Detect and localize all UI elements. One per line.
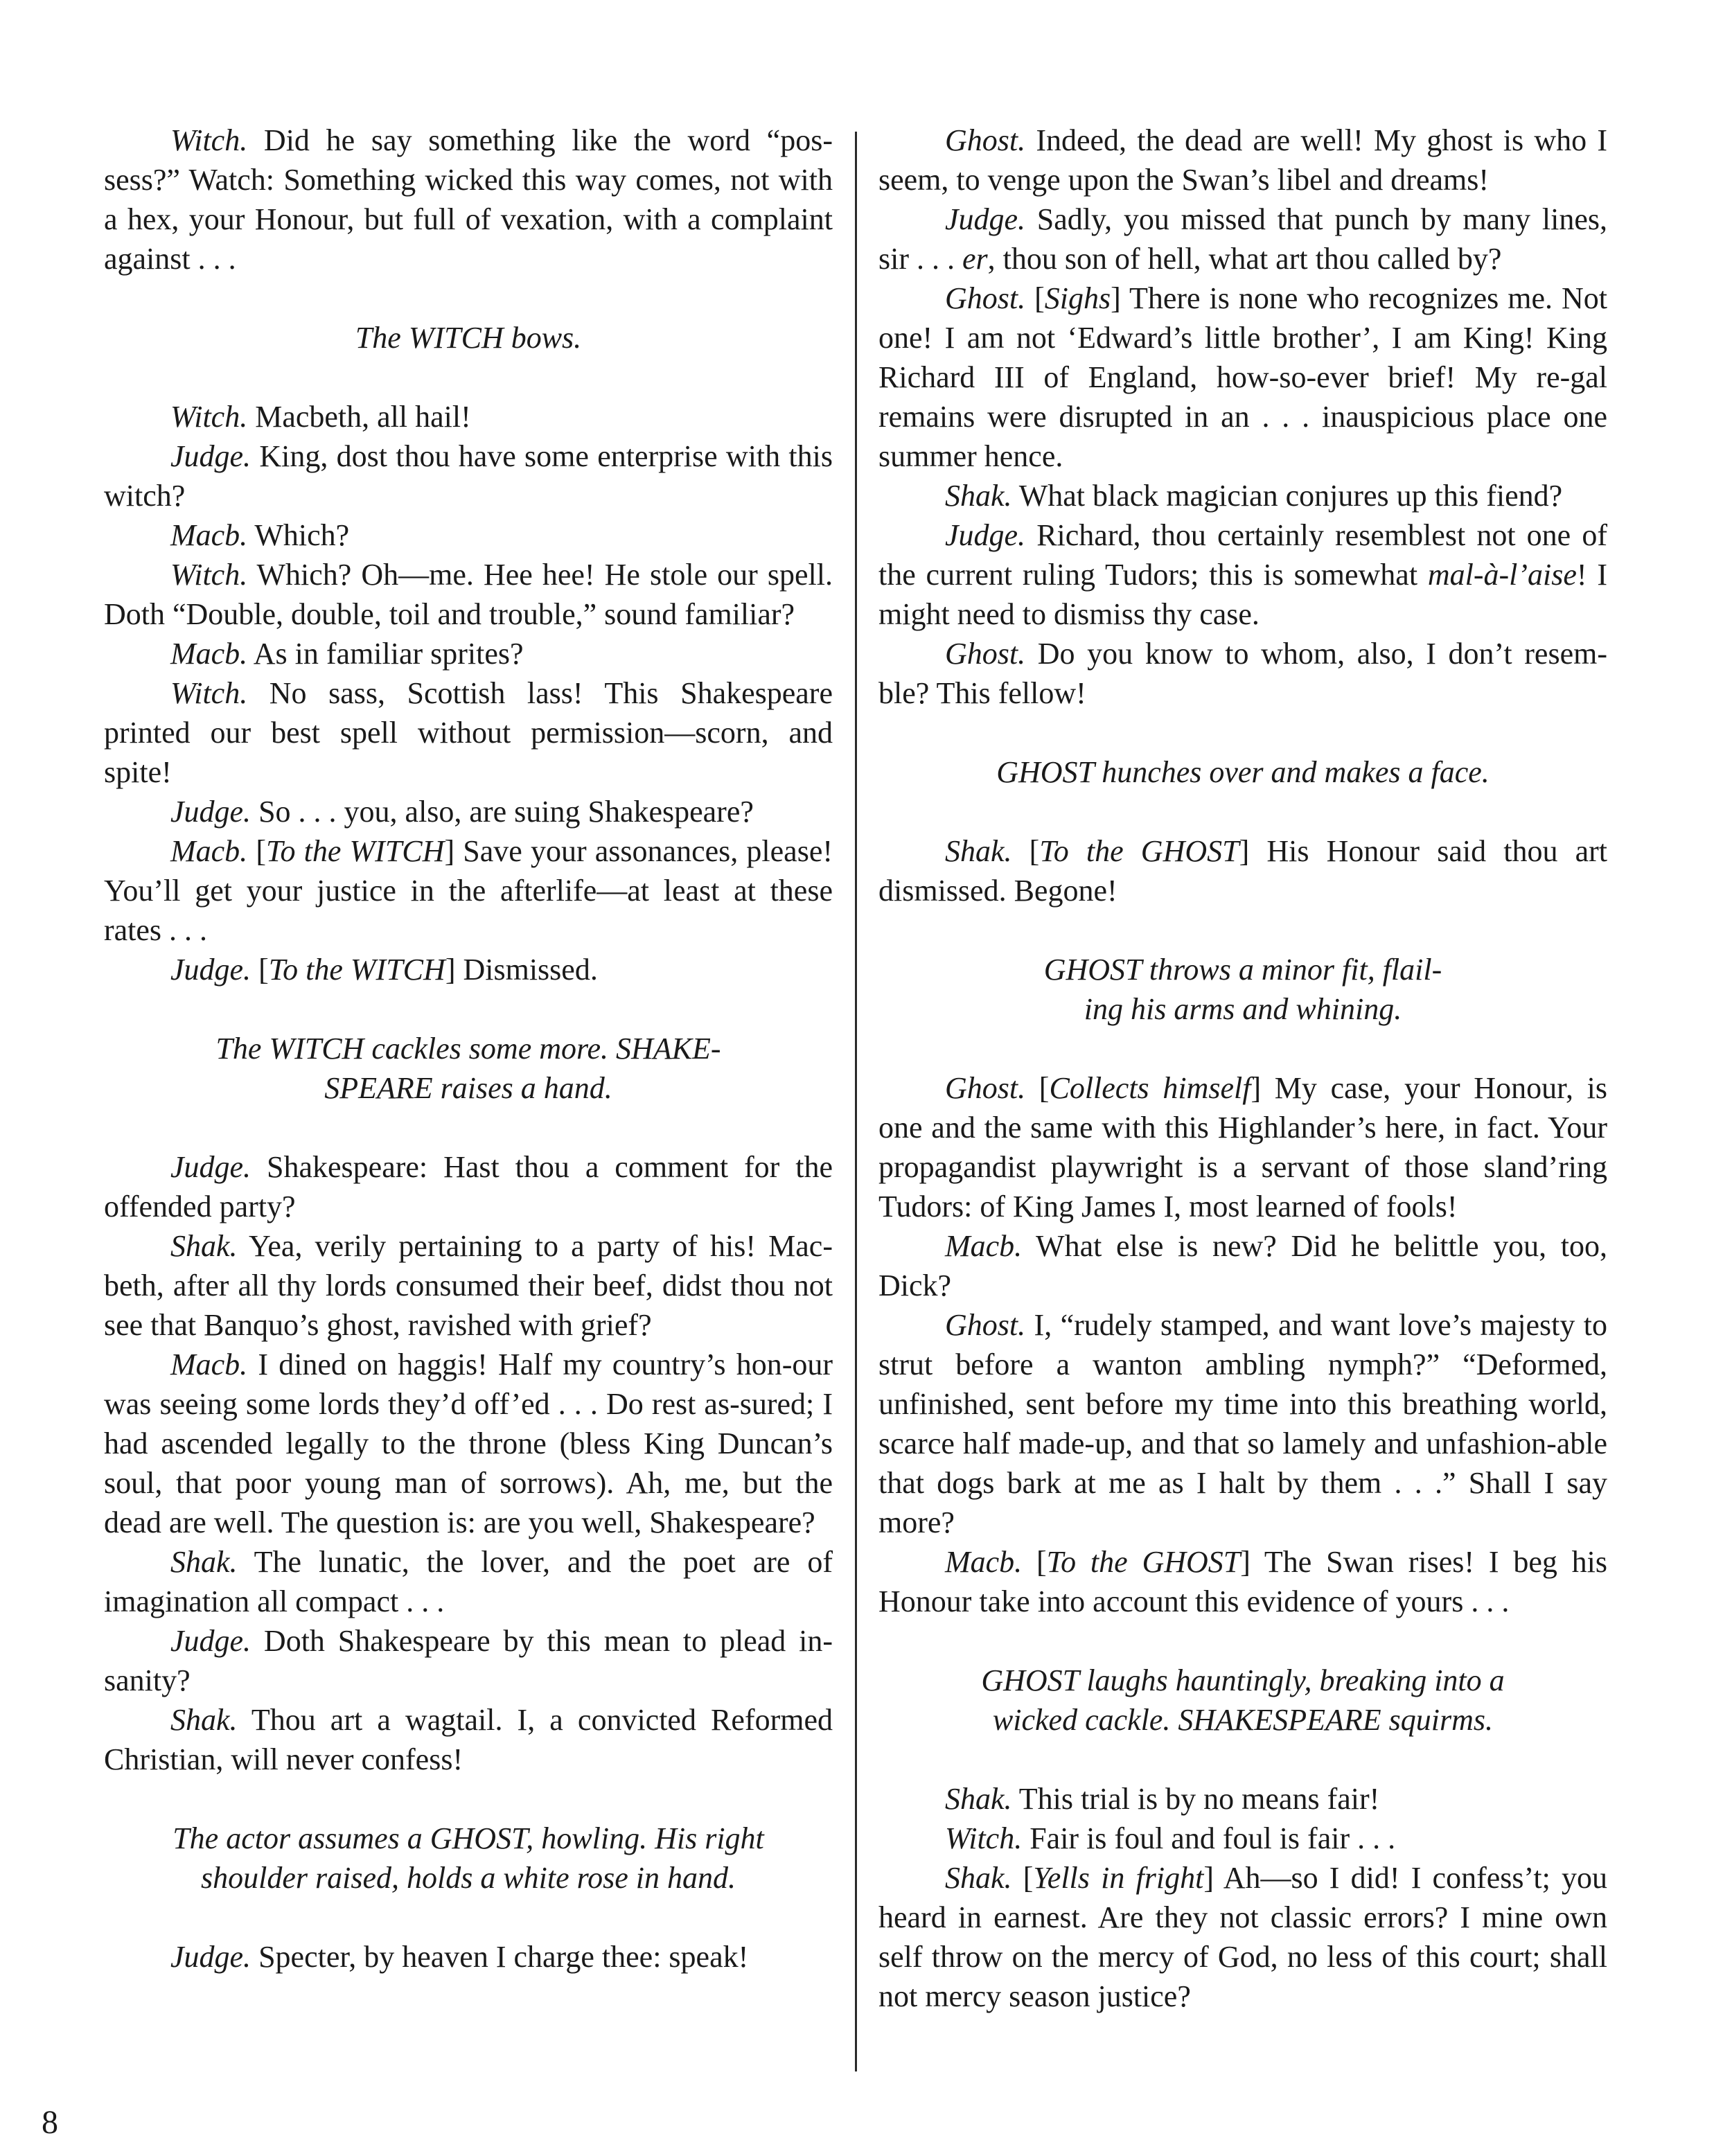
speaker-name: Macb.: [945, 1545, 1023, 1579]
italic-aside: mal-à-l’aise: [1427, 558, 1577, 592]
dialogue-line: [104, 1147, 833, 1226]
speaker-name: Judge.: [945, 202, 1026, 236]
speaker-name: Macb.: [170, 637, 248, 671]
dialogue-text: [: [247, 834, 267, 868]
dialogue-text: King, dost thou have some enterprise with this witch?: [104, 439, 833, 513]
dialogue-text: I, “rudely stamped, and want love’s majesty to strut before a wanton ambling nymph?” “Deformed, unfinished, sent before my time into this breathing world, scarce half made-up, and that so lamely and unfashion-able that dogs bark at me as I halt by them . . .” Shall I say more?: [878, 1308, 1607, 1539]
speaker-name: Shak.: [945, 479, 1012, 513]
dialogue-text: Specter, by heaven I charge thee: speak!: [251, 1940, 749, 1974]
dialogue-line: [104, 634, 833, 673]
stage-direction: [920, 950, 1566, 1029]
dialogue-text: [: [1011, 834, 1040, 868]
dialogue-text: Did he say something like the word “pos-sess?” Watch: Something wicked this way comes, not with a hex, your Honour, but full of vexation, with a complaint against . . .: [104, 123, 833, 276]
speaker-name: Ghost.: [945, 123, 1026, 157]
stage-direction: [920, 1661, 1566, 1740]
dialogue-text-continued: ] Dismissed.: [445, 953, 598, 987]
dialogue-text: [: [1022, 1545, 1047, 1579]
column-divider: [855, 132, 857, 2071]
dialogue-text-continued: ] There is none who recognizes me. Not one! I am not ‘Edward’s little brother’, I am King! King Richard III of England, how-so-ever brief! My re-gal remains were disrupted in an . . . inauspicious place one summer hence.: [878, 281, 1607, 473]
dialogue-line: [104, 1542, 833, 1621]
italic-aside: To the GHOST: [1039, 834, 1239, 868]
speaker-name: Shak.: [170, 1229, 238, 1263]
dialogue-text: Macbeth, all hail!: [247, 400, 471, 434]
dialogue-line: [104, 1226, 833, 1345]
speaker-name: Ghost.: [945, 281, 1026, 315]
dialogue-line: [878, 1858, 1607, 2016]
dialogue-text: [: [1025, 281, 1045, 315]
speaker-name: Judge.: [170, 439, 251, 473]
speaker-name: Judge.: [170, 953, 251, 987]
dialogue-line: [104, 950, 833, 989]
italic-aside: Collects himself: [1049, 1071, 1251, 1105]
dialogue-line: [104, 1937, 833, 1977]
speaker-name: Witch.: [170, 676, 248, 710]
italic-aside: To the WITCH: [266, 834, 445, 868]
stage-direction-line: The WITCH cackles some more. SHAKE-: [215, 1032, 721, 1066]
stage-direction-line: wicked cackle. SHAKESPEARE squirms.: [992, 1703, 1494, 1737]
dialogue-text-continued: ] The Swan rises! I beg his Honour take into account this evidence of yours . . .: [878, 1545, 1608, 1618]
stage-direction-line: GHOST throws a minor fit, flail-: [1043, 953, 1442, 987]
dialogue-text: Yea, verily pertaining to a party of his! Mac-beth, after all thy lords consumed their beef, didst thou not see that Banquo’s ghost, ravished with grief?: [104, 1229, 833, 1342]
stage-direction-line: GHOST hunches over and makes a face.: [996, 755, 1490, 789]
dialogue-text: What black magician conjures up this fiend?: [1011, 479, 1563, 513]
speaker-name: Ghost.: [945, 1071, 1026, 1105]
speaker-name: Macb.: [170, 518, 248, 552]
italic-aside: Yells in fright: [1033, 1861, 1204, 1895]
speaker-name: Judge.: [170, 1150, 251, 1184]
dialogue-text: This trial is by no means fair!: [1011, 1782, 1380, 1816]
dialogue-text: No sass, Scottish lass! This Shakespeare printed our best spell without permission—scorn, and spite!: [104, 676, 833, 789]
dialogue-line: [104, 515, 833, 555]
italic-aside: er: [962, 242, 988, 276]
stage-direction: [920, 752, 1566, 792]
speaker-name: Judge.: [170, 1624, 251, 1658]
dialogue-line: [104, 673, 833, 792]
stage-direction-line: The WITCH bows.: [355, 321, 582, 355]
stage-direction-line: ing his arms and whining.: [1084, 992, 1402, 1026]
dialogue-text: So . . . you, also, are suing Shakespeare?: [251, 795, 754, 829]
right-column: [878, 121, 1607, 2016]
speaker-name: Ghost.: [945, 637, 1026, 671]
speaker-name: Witch.: [170, 400, 248, 434]
dialogue-text-continued: ] His Honour said thou art dismissed. Begone!: [878, 834, 1607, 908]
left-column: [104, 121, 833, 1977]
dialogue-line: [878, 1779, 1607, 1819]
dialogue-line: [878, 634, 1607, 713]
dialogue-text: Which?: [247, 518, 350, 552]
dialogue-line: [104, 121, 833, 279]
dialogue-line: [104, 1621, 833, 1700]
italic-aside: To the WITCH: [268, 953, 445, 987]
dialogue-text-continued: , thou son of hell, what art thou called by?: [987, 242, 1502, 276]
speaker-name: Judge.: [945, 518, 1026, 552]
speaker-name: Judge.: [170, 1940, 251, 1974]
dialogue-text: Doth Shakespeare by this mean to plead in-sanity?: [104, 1624, 833, 1697]
speaker-name: Witch.: [170, 558, 248, 592]
dialogue-line: [878, 121, 1607, 200]
stage-direction: [145, 1819, 791, 1898]
speaker-name: Witch.: [170, 123, 248, 157]
dialogue-text-continued: ] My case, your Honour, is one and the same with this Highlander’s here, in fact. Your propagandist playwright is a servant of those sland’ring Tudors: of King James I, most learned of fools!: [878, 1071, 1607, 1223]
stage-direction-line: shoulder raised, holds a white rose in hand.: [200, 1861, 736, 1895]
dialogue-line: [878, 476, 1607, 515]
stage-direction: [145, 318, 791, 357]
dialogue-text-continued: ] Ah—so I did! I confess’t; you heard in earnest. Are they not classic errors? I mine own self throw on the mercy of God, no less of this court; shall not mercy season justice?: [878, 1861, 1607, 2013]
dialogue-line: [104, 555, 833, 634]
dialogue-line: [104, 831, 833, 950]
dialogue-line: [104, 397, 833, 436]
dialogue-text: I dined on haggis! Half my country’s hon-our was seeing some lords they’d off’ed . . . Do rest as-sured; I had ascended legally to the throne (bless King Duncan’s soul, that poor young man of sorrows). Ah, me, but the dead are well. The question is: are you well, Shakespeare?: [104, 1348, 833, 1539]
speaker-name: Macb.: [945, 1229, 1023, 1263]
dialogue-text: As in familiar sprites?: [247, 637, 524, 671]
italic-aside: To the GHOST: [1046, 1545, 1241, 1579]
dialogue-text: The lunatic, the lover, and the poet are of imagination all compact . . .: [104, 1545, 833, 1618]
dialogue-text: Shakespeare: Hast thou a comment for the offended party?: [104, 1150, 833, 1223]
dialogue-text: Do you know to whom, also, I don’t resem-ble? This fellow!: [878, 637, 1607, 710]
dialogue-line: [104, 436, 833, 515]
italic-aside: Sighs: [1044, 281, 1111, 315]
speaker-name: Shak.: [170, 1703, 238, 1737]
stage-direction-line: The actor assumes a GHOST, howling. His right: [173, 1821, 764, 1855]
dialogue-line: [878, 1542, 1607, 1621]
dialogue-line: [878, 279, 1607, 476]
stage-direction: [145, 1029, 791, 1108]
speaker-name: Shak.: [170, 1545, 238, 1579]
stage-direction-line: GHOST laughs hauntingly, breaking into a: [981, 1663, 1505, 1697]
dialogue-line: [878, 831, 1607, 910]
speaker-name: Shak.: [945, 1782, 1012, 1816]
speaker-name: Macb.: [170, 834, 248, 868]
page-number: 8: [42, 2104, 58, 2141]
dialogue-line: [878, 515, 1607, 634]
speaker-name: Judge.: [170, 795, 251, 829]
dialogue-text: [: [1011, 1861, 1034, 1895]
dialogue-text-continued: ! I might need to dismiss thy case.: [878, 558, 1607, 631]
dialogue-text-continued: ] Save your assonances, please! You’ll get your justice in the afterlife—at least at these rates . . .: [104, 834, 833, 947]
dialogue-line: [878, 1305, 1607, 1542]
stage-direction-line: SPEARE raises a hand.: [324, 1071, 612, 1105]
dialogue-text: Fair is foul and foul is fair . . .: [1022, 1821, 1396, 1855]
dialogue-line: [104, 792, 833, 831]
dialogue-text: Indeed, the dead are well! My ghost is who I seem, to venge upon the Swan’s libel and dreams!: [878, 123, 1607, 197]
dialogue-line: [878, 1819, 1607, 1858]
speaker-name: Witch.: [945, 1821, 1023, 1855]
speaker-name: Shak.: [945, 1861, 1012, 1895]
speaker-name: Macb.: [170, 1348, 248, 1381]
dialogue-text: Which? Oh—me. Hee hee! He stole our spell. Doth “Double, double, toil and trouble,” sound familiar?: [104, 558, 833, 631]
dialogue-line: [878, 1068, 1607, 1226]
speaker-name: Shak.: [945, 834, 1012, 868]
speaker-name: Ghost.: [945, 1308, 1026, 1342]
dialogue-text: [: [1025, 1071, 1050, 1105]
dialogue-line: [104, 1345, 833, 1542]
dialogue-text: Richard, thou certainly resemblest not one of the current ruling Tudors; this is somewhat: [878, 518, 1607, 592]
dialogue-line: [878, 1226, 1607, 1305]
dialogue-text: Sadly, you missed that punch by many lines, sir . . .: [878, 202, 1607, 276]
dialogue-text: Thou art a wagtail. I, a convicted Reformed Christian, will never confess!: [104, 1703, 833, 1776]
dialogue-line: [104, 1700, 833, 1779]
dialogue-line: [878, 200, 1607, 279]
dialogue-text: What else is new? Did he belittle you, too, Dick?: [878, 1229, 1607, 1302]
dialogue-text: [: [251, 953, 269, 987]
